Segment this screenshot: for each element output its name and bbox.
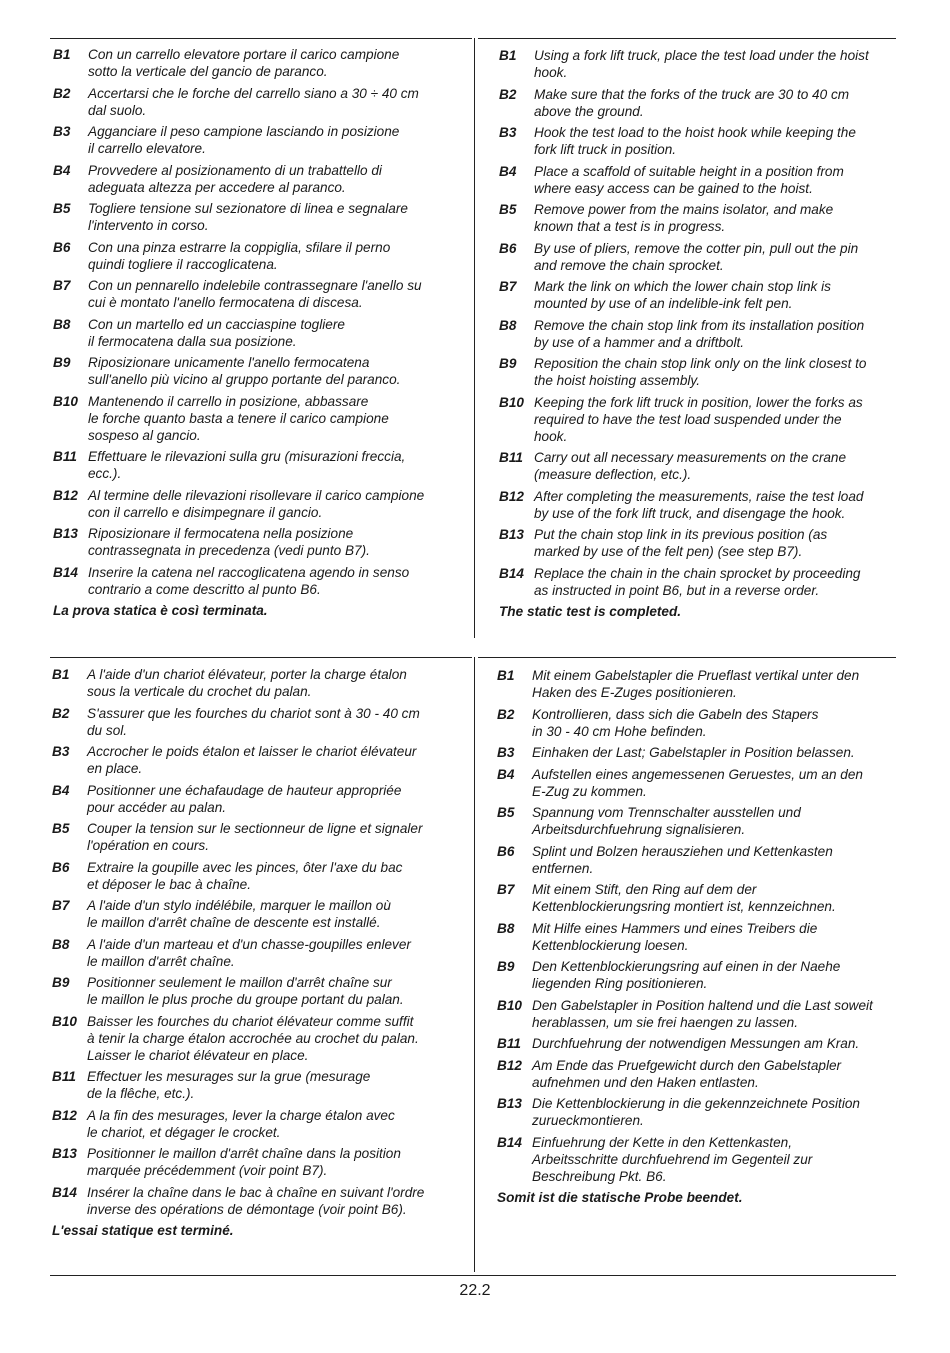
step-text: Den Gabelstapler in Position haltend und die Last soweit herablassen, um sie frei haengen zu lassen. (532, 997, 873, 1030)
step-code: B12 (52, 1107, 77, 1123)
step-text: Provvedere al posizionamento di un trabattello di adeguata altezza per accedere al paranco. (88, 162, 382, 195)
step-code: B8 (52, 936, 70, 952)
step-code: B12 (499, 488, 524, 504)
step-item (53, 277, 465, 311)
step-text: Kontrollieren, dass sich die Gabeln des Stapers in 30 - 40 cm Hohe befinden. (532, 706, 819, 739)
step-item (497, 667, 894, 701)
step-item (52, 1145, 466, 1179)
step-item (53, 239, 465, 273)
step-text: A l'aide d'un marteau et d'un chasse-goupilles enlever le maillon d'arrêt chaîne. (87, 936, 411, 969)
step-text: Inserire la catena nel raccoglicatena agendo in senso contrario a come descritto al punto B6. (88, 564, 410, 597)
step-text: Using a fork lift truck, place the test load under the hoist hook. (534, 48, 869, 80)
step-code: B11 (497, 1036, 521, 1051)
step-text: Remove power from the mains isolator, and make known that a test is in progress. (534, 202, 834, 234)
step-code: B12 (497, 1057, 522, 1073)
step-text: Insérer la chaîne dans le bac à chaîne en suivant l'ordre inverse des opérations de démontage (voir point B6). (87, 1184, 425, 1217)
step-text: Riposizionare unicamente l'anello fermocatena sull'anello più vicino al gruppo portante del paranco. (88, 355, 401, 387)
conclusion-text: L'essai statique est terminé. (52, 1223, 234, 1238)
step-item (53, 448, 465, 482)
step-item (52, 936, 466, 970)
step-item (52, 782, 466, 816)
step-code: B5 (53, 201, 71, 216)
step-item (499, 488, 894, 522)
step-code: B2 (499, 86, 517, 102)
conclusion-text: La prova statica è così terminata. (53, 603, 268, 618)
step-code: B8 (53, 316, 71, 332)
section-english (499, 47, 894, 620)
step-text: Effectuer les mesurages sur la grue (mesurage de la flêche, etc.). (87, 1069, 371, 1101)
step-text: Effettuare le rilevazioni sulla gru (misurazioni freccia, ecc.). (88, 449, 406, 481)
step-item (499, 124, 894, 158)
step-text: Durchfuehrung der notwendigen Messungen am Kran. (532, 1036, 860, 1051)
step-code: B10 (52, 1013, 77, 1029)
step-code: B4 (499, 163, 517, 179)
step-item (53, 316, 465, 350)
step-text: Reposition the chain stop link only on the link closest to the hoist hoisting assembly. (534, 356, 867, 388)
step-text: A l'aide d'un chariot élévateur, porter la charge étalon sous la verticale du crochet du palan. (87, 667, 407, 699)
step-item (53, 354, 465, 388)
step-code: B6 (53, 239, 71, 255)
step-text: Positionner une échafaudage de hauteur appropriée pour accéder au palan. (87, 782, 402, 815)
step-item (499, 47, 894, 81)
step-text: By use of pliers, remove the cotter pin, pull out the pin and remove the chain sprocket. (534, 240, 859, 273)
step-text: Con un martello ed un cacciaspine togliere il fermocatena dalla sua posizione. (88, 316, 345, 349)
step-text: Die Kettenblockierung in die gekennzeichnete Position zurueckmontieren. (532, 1096, 860, 1128)
step-item (499, 317, 894, 351)
step-code: B13 (52, 1146, 77, 1161)
step-code: B14 (497, 1134, 522, 1150)
step-item (52, 859, 466, 893)
step-code: B6 (52, 859, 70, 875)
step-text: Spannung vom Trennschalter ausstellen und Arbeitsdurchfuehrung signalisieren. (532, 805, 801, 837)
step-item (497, 706, 894, 740)
step-code: B14 (53, 564, 78, 580)
step-text: Keeping the fork lift truck in position, lower the forks as required to have the test load suspended under the hook. (534, 394, 863, 444)
step-code: B10 (53, 393, 78, 409)
step-text: Positionner seulement le maillon d'arrêt chaîne sur le maillon le plus proche du groupe portant du palan. (87, 975, 404, 1007)
step-code: B14 (499, 565, 524, 581)
step-text: Am Ende das Pruefgewicht durch den Gabelstapler aufnehmen und den Haken entlasten. (532, 1057, 842, 1090)
top-rule-right (478, 38, 896, 39)
step-item (497, 1095, 894, 1129)
step-text: Remove the chain stop link from its installation position by use of a hammer and a driftbolt. (534, 317, 865, 350)
step-item (53, 393, 465, 444)
step-item (499, 565, 894, 599)
step-text: Carry out all necessary measurements on the crane (measure deflection, etc.). (534, 450, 847, 482)
step-text: Extraire la goupille avec les pinces, ôter l'axe du bac et déposer le bac à chaîne. (87, 859, 403, 892)
step-code: B3 (497, 745, 515, 760)
step-item (53, 162, 465, 196)
step-code: B11 (53, 449, 77, 464)
step-item (497, 804, 894, 838)
conclusion-text: The static test is completed. (499, 604, 682, 619)
step-code: B2 (53, 85, 71, 101)
step-text: A l'aide d'un stylo indélébile, marquer le maillon où le maillon d'arrêt chaîne de descente est installé. (87, 898, 391, 930)
conclusion-text: Somit ist die statische Probe beendet. (497, 1190, 743, 1205)
step-text: Con un pennarello indelebile contrassegnare l'anello su cui è montato l'anello fermocatena di discesa. (88, 278, 422, 310)
step-text: Baisser les fourches du chariot élévateur comme suffit à tenir la charge étalon accrochée au crochet du palan. Laisser le chariot élévateur en place. (87, 1013, 419, 1063)
step-item (53, 564, 465, 598)
step-item (499, 201, 894, 235)
column-divider-top (474, 38, 475, 638)
step-item (52, 1184, 466, 1218)
step-text: Couper la tension sur le sectionneur de ligne et signaler l'opération en cours. (87, 821, 423, 853)
step-text: Aufstellen eines angemessenen Geruestes, um an den E-Zug zu kommen. (532, 766, 863, 799)
step-code: B5 (499, 202, 517, 217)
step-item (52, 974, 466, 1008)
step-text: Togliere tensione sul sezionatore di linea e segnalare l'intervento in corso. (88, 201, 408, 233)
step-text: Hook the test load to the hoist hook while keeping the fork lift truck in position. (534, 125, 856, 157)
step-code: B7 (497, 882, 515, 897)
step-code: B13 (499, 527, 524, 542)
step-code: B13 (53, 526, 78, 541)
step-text: After completing the measurements, raise the test load by use of the fork lift truck, and disengage the hook. (534, 488, 864, 521)
step-code: B1 (499, 48, 517, 63)
step-code: B14 (52, 1184, 77, 1200)
step-code: B4 (53, 162, 71, 178)
step-item (499, 240, 894, 274)
step-item (497, 997, 894, 1031)
step-text: Riposizionare il fermocatena nella posizione contrassegnata in precedenza (vedi punto B7). (88, 526, 370, 558)
step-item (53, 525, 465, 559)
step-item (499, 526, 894, 560)
step-code: B1 (53, 47, 71, 62)
step-item (497, 843, 894, 877)
page-number: 22.2 (459, 1282, 491, 1299)
step-text: Mit einem Gabelstapler die Prueflast vertikal unter den Haken des E-Zuges positionieren. (532, 668, 860, 700)
step-text: Den Kettenblockierungsring auf einen in der Naehe liegenden Ring positionieren. (532, 959, 841, 991)
column-divider-bottom (474, 657, 475, 1272)
step-text: Einhaken der Last; Gabelstapler in Position belassen. (532, 745, 855, 760)
step-code: B1 (497, 668, 515, 683)
step-text: Accrocher le poids étalon et laisser le chariot élévateur en place. (87, 744, 417, 776)
step-item (497, 744, 894, 761)
step-text: A la fin des mesurages, lever la charge étalon avec le chariot, et dégager le crocket. (87, 1107, 395, 1140)
step-code: B1 (52, 667, 70, 682)
step-code: B6 (499, 240, 517, 256)
step-item (53, 85, 465, 119)
step-code: B9 (53, 355, 71, 370)
step-item (497, 766, 894, 800)
step-text: S'assurer que les fourches du chariot sont à 30 - 40 cm du sol. (87, 705, 420, 738)
step-code: B5 (52, 821, 70, 836)
step-text: Replace the chain in the chain sprocket by proceeding as instructed in point B6, but in a reverse order. (534, 565, 861, 598)
middle-rule-left (50, 657, 472, 658)
step-text: Place a scaffold of suitable height in a position from where easy access can be gained to the hoist. (534, 163, 844, 196)
step-item (499, 449, 894, 483)
section-french (52, 666, 466, 1239)
step-code: B7 (52, 898, 70, 913)
step-item (497, 920, 894, 954)
step-text: Splint und Bolzen herausziehen und Kettenkasten entfernen. (532, 843, 833, 876)
section-german (497, 667, 894, 1206)
step-item (497, 1134, 894, 1185)
step-code: B3 (53, 124, 71, 139)
step-code: B4 (52, 782, 70, 798)
step-item (499, 355, 894, 389)
step-text: Con un carrello elevatore portare il carico campione sotto la verticale del gancio de paranco. (88, 47, 400, 79)
step-code: B4 (497, 766, 515, 782)
step-text: Accertarsi che le forche del carrello siano a 30 ÷ 40 cm dal suolo. (88, 85, 419, 118)
step-item (52, 1013, 466, 1064)
step-item (53, 46, 465, 80)
step-item (52, 1107, 466, 1141)
step-text: Make sure that the forks of the truck are 30 to 40 cm above the ground. (534, 86, 850, 119)
step-text: Put the chain stop link in its previous position (as marked by use of the felt pen) (see step B7). (534, 527, 828, 559)
step-item (497, 881, 894, 915)
middle-rule-right (478, 657, 896, 658)
step-item (53, 200, 465, 234)
bottom-rule (50, 1275, 896, 1276)
step-code: B12 (53, 487, 78, 503)
step-text: Con una pinza estrarre la coppiglia, sfilare il perno quindi togliere il raccoglicatena. (88, 239, 391, 272)
step-text: Al termine delle rilevazioni risollevare il carico campione con il carrello e disimpegnare il gancio. (88, 487, 425, 520)
step-code: B10 (497, 997, 522, 1013)
step-code: B11 (52, 1069, 76, 1084)
step-code: B7 (499, 279, 517, 294)
step-item (499, 278, 894, 312)
step-item (52, 705, 466, 739)
step-code: B8 (499, 317, 517, 333)
step-code: B10 (499, 394, 524, 410)
step-item (497, 1057, 894, 1091)
step-code: B5 (497, 805, 515, 820)
step-code: B2 (497, 706, 515, 722)
step-code: B3 (52, 744, 70, 759)
step-code: B6 (497, 843, 515, 859)
step-item (52, 897, 466, 931)
step-item (497, 958, 894, 992)
step-item (499, 86, 894, 120)
step-code: B9 (52, 975, 70, 990)
step-text: Mit einem Stift, den Ring auf dem der Kettenblockierungsring montiert ist, kennzeichnen. (532, 882, 836, 914)
step-item (497, 1035, 894, 1052)
step-item (52, 666, 466, 700)
step-code: B3 (499, 125, 517, 140)
step-item (52, 743, 466, 777)
step-code: B11 (499, 450, 523, 465)
step-code: B9 (497, 959, 515, 974)
step-code: B13 (497, 1096, 522, 1111)
step-item (499, 163, 894, 197)
step-item (53, 123, 465, 157)
top-rule-left (50, 38, 472, 39)
step-text: Agganciare il peso campione lasciando in posizione il carrello elevatore. (88, 124, 400, 156)
step-code: B8 (497, 920, 515, 936)
step-item (52, 1068, 466, 1102)
step-text: Mantenendo il carrello in posizione, abbassare le forche quanto basta a tenere il carico campione sospeso al gancio. (88, 393, 389, 443)
step-text: Mark the link on which the lower chain stop link is mounted by use of an indelible-ink felt pen. (534, 279, 831, 311)
step-code: B9 (499, 356, 517, 371)
step-item (52, 820, 466, 854)
step-text: Mit Hilfe eines Hammers und eines Treibers die Kettenblockierung loesen. (532, 920, 818, 953)
step-code: B2 (52, 705, 70, 721)
step-item (499, 394, 894, 445)
step-text: Positionner le maillon d'arrêt chaîne dans la position marquée précédemment (voir point B7). (87, 1146, 401, 1178)
section-italian (53, 46, 465, 619)
step-code: B7 (53, 278, 71, 293)
step-item (53, 487, 465, 521)
step-text: Einfuehrung der Kette in den Kettenkasten, Arbeitsschritte durchfuehrend im Gegenteil zur Beschreibung Pkt. B6. (532, 1134, 813, 1184)
